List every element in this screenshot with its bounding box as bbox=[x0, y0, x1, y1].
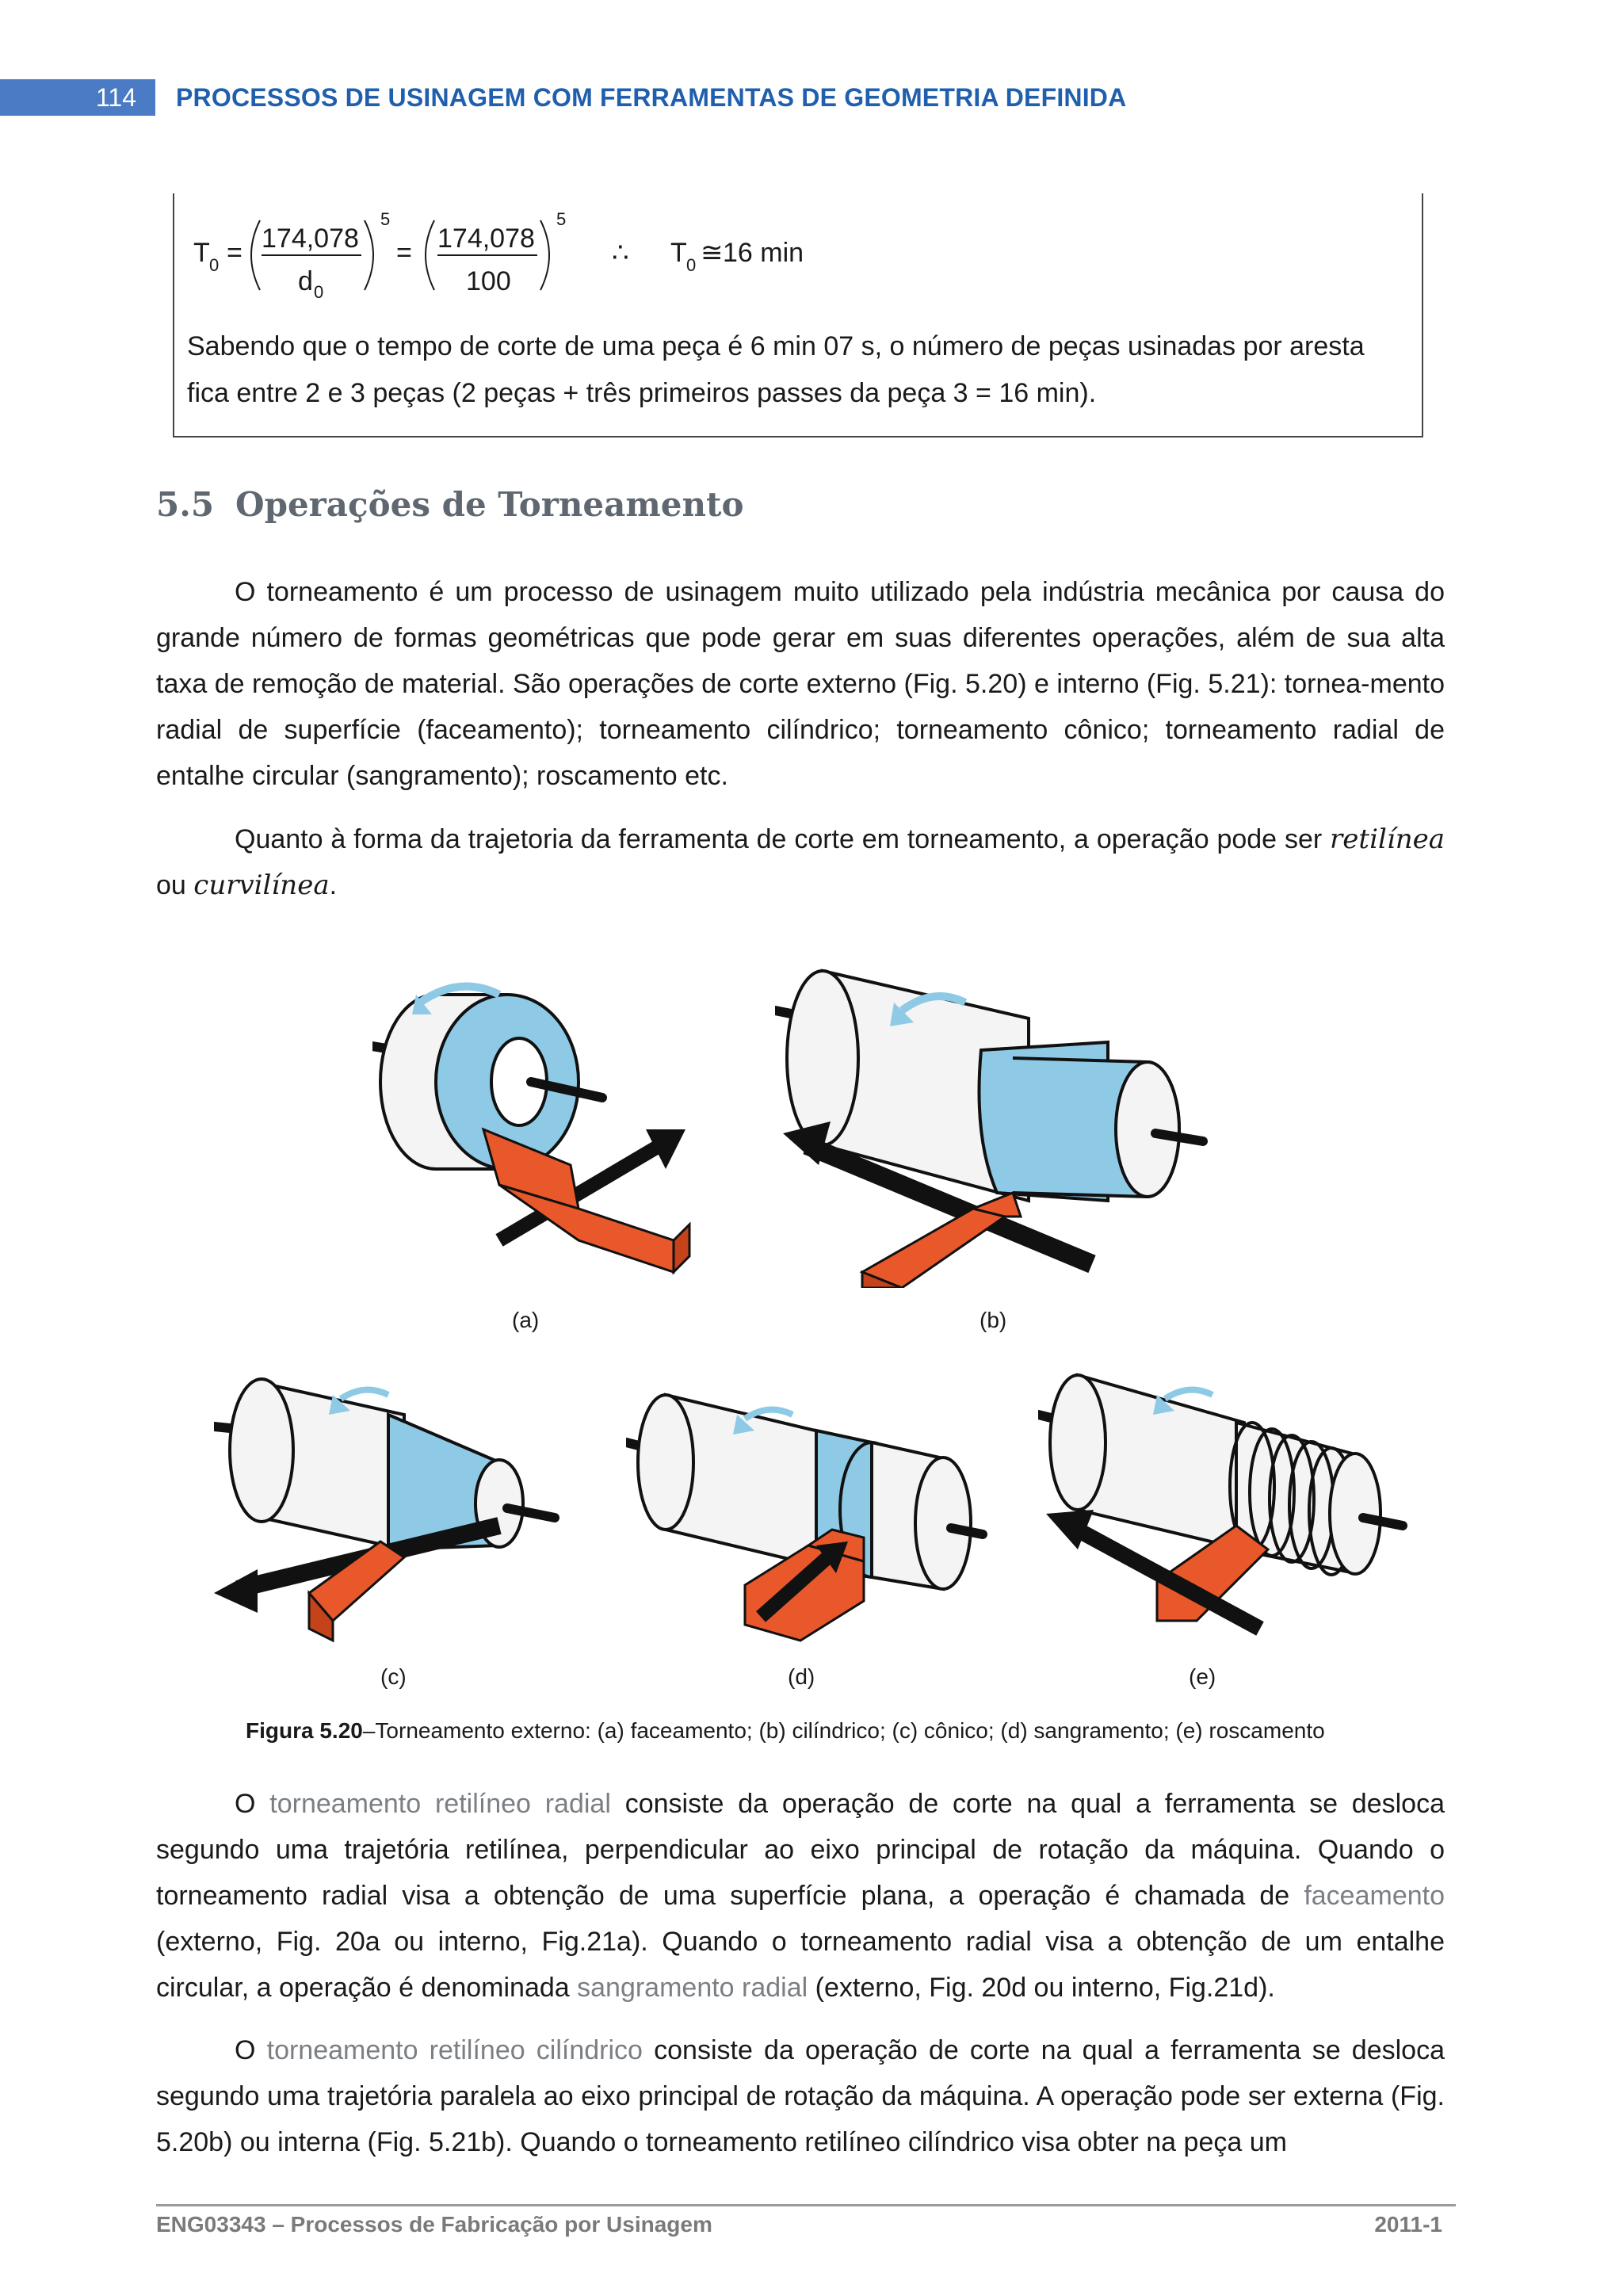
term-retilinea: retilínea bbox=[1330, 823, 1445, 855]
paragraph-2-end: . bbox=[329, 870, 338, 900]
frac2-den: 100 bbox=[466, 266, 511, 296]
figure-caption bbox=[246, 1718, 1325, 1744]
term-faceamento: faceamento bbox=[1304, 1881, 1445, 1911]
formula-eq1: = bbox=[227, 238, 242, 268]
figure-caption-label: Figura 5.20 bbox=[246, 1718, 363, 1743]
section-number: 5.5 bbox=[156, 485, 215, 524]
frac1-den-sub: 0 bbox=[314, 282, 324, 302]
approx-symbol: ≅ bbox=[701, 238, 724, 268]
result-value: 16 min bbox=[723, 238, 804, 268]
formula bbox=[193, 209, 1224, 302]
footer-rule bbox=[156, 2204, 1456, 2206]
frac1-den: d bbox=[298, 266, 313, 296]
figure-d-illustration bbox=[626, 1379, 991, 1656]
figure-b-label: (b) bbox=[980, 1308, 1007, 1332]
paragraph-3-text-3: (externo, Fig. 20a ou interno, Fig.21a). Quando o torneamento radial visa a obtenção de um entalhe circular, a operação é denominada bbox=[156, 1927, 1445, 2003]
paragraph-3-text-1: O bbox=[235, 1789, 256, 1819]
formula-lhs: T bbox=[193, 238, 210, 268]
figure-c-label: (c) bbox=[380, 1664, 407, 1689]
section-heading bbox=[156, 485, 743, 524]
paragraph-3-text-4: (externo, Fig. 20d ou interno, Fig.21d). bbox=[815, 1973, 1275, 2003]
formula-graphic bbox=[193, 209, 1224, 302]
running-title: PROCESSOS DE USINAGEM COM FERRAMENTAS DE GEOMETRIA DEFINIDA bbox=[176, 83, 1127, 112]
paragraph-4-text-2: consiste da operação de corte na qual a ferramenta se desloca segundo uma trajetória paralela ao eixo principal de rotação da máquina. A operação pode ser externa (Fig. 5.20b) ou interna (Fig. 5.21b). Quando o torneamento retilíneo cilíndrico visa obter na peça um bbox=[156, 2035, 1445, 2157]
page-number: 114 bbox=[0, 79, 155, 116]
term-curvilinea: curvilínea bbox=[193, 869, 330, 901]
figure-b-illustration bbox=[775, 955, 1219, 1288]
paragraph-4 bbox=[156, 2027, 1445, 2165]
figure-d-label: (d) bbox=[788, 1664, 815, 1689]
term-torneamento-retilineo-radial: torneamento retilíneo radial bbox=[269, 1789, 611, 1819]
figure-e-illustration bbox=[1038, 1367, 1411, 1652]
paragraph-4-text-1: O bbox=[235, 2035, 256, 2065]
paragraph-1-text: O torneamento é um processo de usinagem muito utilizado pela indústria mecânica por causa do grande número de formas geométricas que pode gerar em suas diferentes operações, além de sua alta taxa de remoção de material. São operações de corte externo (Fig. 5.20) e interno (Fig. 5.21): tornea-mento radial de superfície (faceamento); torneamento cilíndrico; torneamento cônico; torneamento radial de entalhe circular (sangramento); roscamento etc. bbox=[156, 577, 1445, 791]
figure-e-label: (e) bbox=[1189, 1664, 1216, 1689]
result-sub: 0 bbox=[686, 255, 697, 275]
example-conclusion: Sabendo que o tempo de corte de uma peça é 6 min 07 s, o número de peças usinadas por aresta fica entre 2 e 3 peças (2 peças + três primeiros passes da peça 3 = 16 min). bbox=[187, 331, 1365, 408]
frac2-num: 174,078 bbox=[437, 223, 535, 254]
result-symbol: T bbox=[670, 238, 687, 268]
exponent-2: 5 bbox=[556, 209, 567, 229]
paragraph-3 bbox=[156, 1781, 1445, 2011]
paragraph-1 bbox=[156, 569, 1445, 799]
therefore-symbol: ∴ bbox=[612, 238, 629, 268]
connector-ou: ou bbox=[156, 870, 186, 900]
term-sangramento-radial: sangramento radial bbox=[577, 1973, 808, 2003]
figure-caption-text: –Torneamento externo: (a) faceamento; (b) cilíndrico; (c) cônico; (d) sangramento; (e) roscamento bbox=[362, 1718, 1325, 1743]
footer-semester: 2011-1 bbox=[1374, 2212, 1442, 2237]
frac1-num: 174,078 bbox=[262, 223, 359, 254]
formula-lhs-sub: 0 bbox=[209, 255, 220, 275]
term-torneamento-retilineo-cilindrico: torneamento retilíneo cilíndrico bbox=[266, 2035, 643, 2065]
footer-course: ENG03343 – Processos de Fabricação por Usinagem bbox=[156, 2212, 712, 2237]
figure-a-label: (a) bbox=[512, 1308, 540, 1332]
paragraph-2 bbox=[156, 816, 1445, 908]
formula-eq2: = bbox=[396, 238, 412, 268]
paragraph-3-text-2: consiste da operação de corte na qual a ferramenta se desloca segundo uma trajetória retilínea, perpendicular ao eixo principal de rotação da máquina. Quando o torneamento radial visa a obtenção de uma superfície plana, a operação é chamada de bbox=[156, 1789, 1445, 1911]
figure-c-illustration bbox=[214, 1367, 579, 1652]
exponent-1: 5 bbox=[380, 209, 391, 229]
paragraph-2-text: Quanto à forma da trajetoria da ferramenta de corte em torneamento, a operação pode ser bbox=[235, 824, 1323, 854]
section-title: Operações de Torneamento bbox=[235, 485, 744, 524]
figure-a-illustration bbox=[372, 971, 705, 1288]
